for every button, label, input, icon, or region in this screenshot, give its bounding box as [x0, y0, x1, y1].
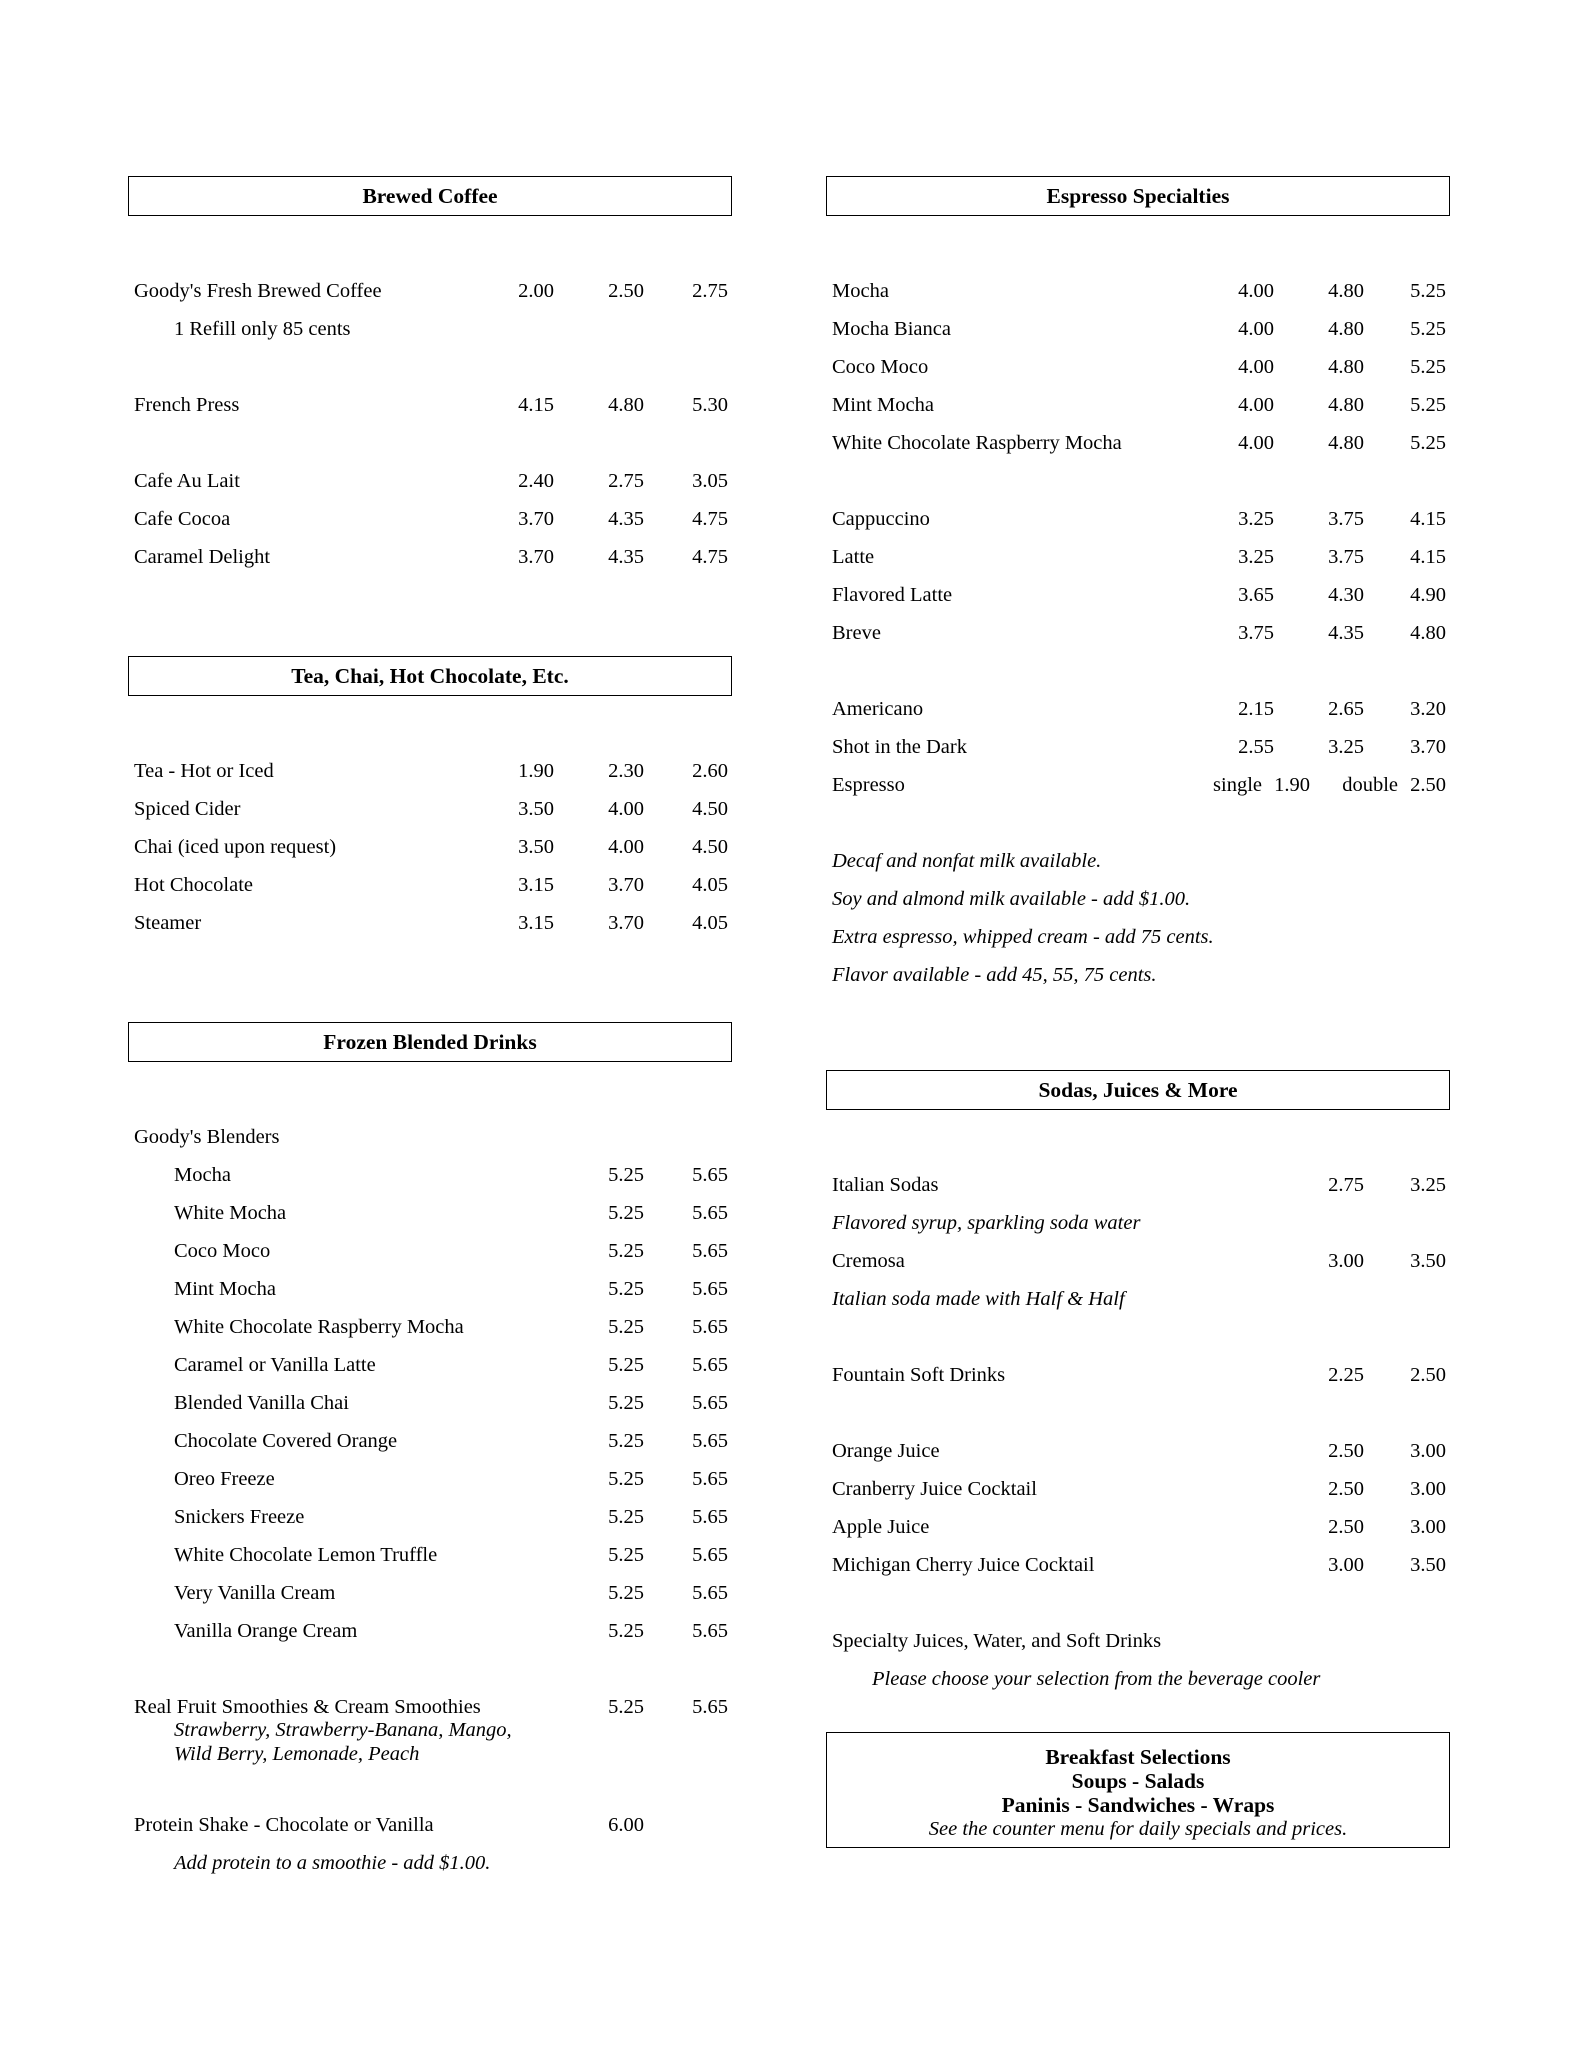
- menu-item: [826, 1470, 1450, 1508]
- price-small: 3.15: [518, 874, 554, 896]
- price: 4.80: [1328, 394, 1364, 416]
- price-large: 4.50: [692, 836, 728, 858]
- menu-item: [826, 690, 1450, 728]
- price-large: 5.65: [692, 1696, 728, 1718]
- price: 5.25: [1410, 356, 1446, 378]
- price: 4.80: [1328, 356, 1364, 378]
- menu-item: [128, 1498, 732, 1536]
- price: 4.80: [1328, 318, 1364, 340]
- price: 5.65: [692, 1430, 728, 1452]
- price-large: 2.50: [1410, 1364, 1446, 1386]
- price-medium: 3.70: [608, 874, 644, 896]
- item-name: Chai (iced upon request): [134, 836, 337, 858]
- price-medium: 2.75: [608, 470, 644, 492]
- item-name: Caramel or Vanilla Latte: [174, 1354, 376, 1376]
- item-name: Blended Vanilla Chai: [174, 1392, 349, 1414]
- juices-list: [826, 1432, 1450, 1584]
- menu-item: [128, 1536, 732, 1574]
- price: 5.25: [1410, 394, 1446, 416]
- price: 5.65: [692, 1354, 728, 1376]
- tea-title: Tea, Chai, Hot Chocolate, Etc.: [291, 663, 569, 688]
- menu-item: [128, 1232, 732, 1270]
- blenders-list: [128, 1156, 732, 1650]
- single-label: single: [1213, 774, 1262, 796]
- price: 3.75: [1328, 546, 1364, 568]
- goodys-blenders-label: [128, 1118, 732, 1156]
- specialty-drinks: [826, 1622, 1450, 1660]
- price: 5.25: [608, 1240, 644, 1262]
- menu-item: [128, 1384, 732, 1422]
- price: 5.25: [608, 1202, 644, 1224]
- price: 5.65: [692, 1278, 728, 1300]
- price: 6.00: [608, 1814, 644, 1836]
- item-name: Protein Shake - Chocolate or Vanilla: [134, 1814, 434, 1836]
- price-large: 4.50: [692, 798, 728, 820]
- menu-item-goodys-brewed: [128, 272, 732, 310]
- price: 5.25: [608, 1164, 644, 1186]
- menu-item: [128, 1422, 732, 1460]
- menu-item: [128, 1612, 732, 1650]
- menu-item-italian-sodas: [826, 1166, 1450, 1204]
- item-name: Very Vanilla Cream: [174, 1582, 336, 1604]
- menu-item: [826, 728, 1450, 766]
- price: 4.00: [1238, 394, 1274, 416]
- item-name: Coco Moco: [832, 356, 929, 378]
- specialty-note-text: Please choose your selection from the beverage cooler: [872, 1668, 1321, 1690]
- breakfast-line-3: Paninis - Sandwiches - Wraps: [1001, 1793, 1275, 1817]
- item-name: Tea - Hot or Iced: [134, 760, 274, 782]
- frozen-title: Frozen Blended Drinks: [323, 1029, 537, 1054]
- espresso-title: Espresso Specialties: [1046, 183, 1230, 208]
- menu-item-protein-shake: [128, 1806, 732, 1844]
- price: 5.65: [692, 1202, 728, 1224]
- price: 2.50: [1328, 1516, 1364, 1538]
- price: 3.65: [1238, 584, 1274, 606]
- item-name: Mocha: [832, 280, 889, 302]
- frozen-header: [128, 1022, 732, 1062]
- espresso-shots-list: [826, 690, 1450, 766]
- price: 3.00: [1328, 1554, 1364, 1576]
- breakfast-line-1: Breakfast Selections: [1045, 1745, 1231, 1769]
- price-large: 3.50: [1410, 1250, 1446, 1272]
- price: 4.00: [1238, 280, 1274, 302]
- menu-item: [826, 1546, 1450, 1584]
- menu-item: [826, 538, 1450, 576]
- desc-text: Flavored syrup, sparkling soda water: [832, 1212, 1141, 1234]
- espresso-note-soy: [826, 880, 1450, 918]
- price: 2.50: [1328, 1440, 1364, 1462]
- price-medium: 4.35: [608, 508, 644, 530]
- menu-item-chai: [128, 828, 732, 866]
- espresso-mochas-list: [826, 272, 1450, 462]
- item-name: Cranberry Juice Cocktail: [832, 1478, 1037, 1500]
- item-name: White Chocolate Lemon Truffle: [174, 1544, 438, 1566]
- item-name: Hot Chocolate: [134, 874, 253, 896]
- item-name: Fountain Soft Drinks: [832, 1364, 1006, 1386]
- refill-note: [128, 310, 732, 348]
- item-name: Coco Moco: [174, 1240, 271, 1262]
- specialty-text: Specialty Juices, Water, and Soft Drinks: [832, 1630, 1162, 1652]
- menu-item-tea: [128, 752, 732, 790]
- menu-item: [826, 348, 1450, 386]
- price-medium: 3.70: [608, 912, 644, 934]
- price: 5.25: [608, 1392, 644, 1414]
- price: 5.25: [608, 1620, 644, 1642]
- menu-item: [826, 386, 1450, 424]
- price: 5.25: [608, 1506, 644, 1528]
- price-large: 4.75: [692, 508, 728, 530]
- price-medium: 4.80: [608, 394, 644, 416]
- brewed-coffee-title: Brewed Coffee: [362, 183, 498, 208]
- price: 4.00: [1238, 432, 1274, 454]
- item-name: Michigan Cherry Juice Cocktail: [832, 1554, 1095, 1576]
- price: 5.25: [608, 1316, 644, 1338]
- price-small: 1.90: [518, 760, 554, 782]
- price-small: 3.50: [518, 836, 554, 858]
- item-name: Mocha Bianca: [832, 318, 951, 340]
- menu-item-cremosa: [826, 1242, 1450, 1280]
- menu-item: [128, 1346, 732, 1384]
- item-name: Cafe Cocoa: [134, 508, 231, 530]
- item-name: Italian Sodas: [832, 1174, 939, 1196]
- price-small: 3.50: [518, 798, 554, 820]
- protein-note: [128, 1844, 732, 1882]
- price-small: 2.40: [518, 470, 554, 492]
- smoothie-flavors: [128, 1718, 732, 1766]
- menu-item-fountain: [826, 1356, 1450, 1394]
- item-name: Spiced Cider: [134, 798, 241, 820]
- price: 5.25: [1410, 432, 1446, 454]
- menu-item: [128, 1308, 732, 1346]
- note-text: Soy and almond milk available - add $1.00.: [832, 888, 1191, 910]
- price-medium: 2.30: [608, 760, 644, 782]
- price-large: 4.75: [692, 546, 728, 568]
- menu-item: [826, 310, 1450, 348]
- price-small: 5.25: [608, 1696, 644, 1718]
- price: 5.65: [692, 1468, 728, 1490]
- item-name: Latte: [832, 546, 875, 568]
- price-small: 3.00: [1328, 1250, 1364, 1272]
- price: 5.65: [692, 1316, 728, 1338]
- item-name: White Mocha: [174, 1202, 287, 1224]
- double-label: double: [1342, 774, 1398, 796]
- price-large: 3.25: [1410, 1174, 1446, 1196]
- smoothie-flavors-line-1: Strawberry, Strawberry-Banana, Mango,: [174, 1719, 512, 1741]
- price: 3.25: [1238, 546, 1274, 568]
- item-name: French Press: [134, 394, 240, 416]
- price: 2.55: [1238, 736, 1274, 758]
- item-name: Cafe Au Lait: [134, 470, 240, 492]
- refill-text: 1 Refill only 85 cents: [174, 318, 351, 340]
- price-large: 4.05: [692, 874, 728, 896]
- menu-item: [128, 1270, 732, 1308]
- note-text: Flavor available - add 45, 55, 75 cents.: [832, 964, 1157, 986]
- menu-item: [128, 1460, 732, 1498]
- price: 5.65: [692, 1392, 728, 1414]
- single-price: 1.90: [1274, 774, 1310, 796]
- price-small: 4.15: [518, 394, 554, 416]
- left-column: [128, 176, 732, 1882]
- price: 5.25: [1410, 318, 1446, 340]
- price: 4.80: [1328, 432, 1364, 454]
- item-name: Orange Juice: [832, 1440, 940, 1462]
- item-name: Mint Mocha: [174, 1278, 276, 1300]
- item-name: Shot in the Dark: [832, 736, 967, 758]
- price: 3.25: [1238, 508, 1274, 530]
- item-name: Caramel Delight: [134, 546, 271, 568]
- item-name: Mint Mocha: [832, 394, 934, 416]
- breakfast-box: [826, 1732, 1450, 1848]
- italian-sodas-desc: [826, 1204, 1450, 1242]
- item-name: Vanilla Orange Cream: [174, 1620, 358, 1642]
- espresso-lattes-list: [826, 500, 1450, 652]
- menu-item-espresso: [826, 766, 1450, 804]
- price: 5.25: [608, 1582, 644, 1604]
- menu-item: [128, 1156, 732, 1194]
- specialty-note: [826, 1660, 1450, 1698]
- item-name: Snickers Freeze: [174, 1506, 305, 1528]
- item-name: Breve: [832, 622, 881, 644]
- item-name: Cremosa: [832, 1250, 905, 1272]
- price: 5.65: [692, 1506, 728, 1528]
- item-name: Americano: [832, 698, 924, 720]
- price: 5.65: [692, 1582, 728, 1604]
- price: 2.65: [1328, 698, 1364, 720]
- price: 5.25: [608, 1544, 644, 1566]
- protein-note-text: Add protein to a smoothie - add $1.00.: [174, 1852, 491, 1874]
- price-small: 3.70: [518, 508, 554, 530]
- menu-item: [826, 500, 1450, 538]
- item-name: Apple Juice: [832, 1516, 930, 1538]
- price: 3.00: [1410, 1440, 1446, 1462]
- price: 4.15: [1410, 508, 1446, 530]
- breakfast-line-4: See the counter menu for daily specials and prices.: [928, 1818, 1348, 1840]
- espresso-note-extra: [826, 918, 1450, 956]
- price-large: 2.60: [692, 760, 728, 782]
- menu-item: [128, 1574, 732, 1612]
- menu-item: [826, 614, 1450, 652]
- item-name: Goody's Blenders: [134, 1126, 280, 1148]
- tea-header: [128, 656, 732, 696]
- price-large: 2.75: [692, 280, 728, 302]
- price: 3.75: [1328, 508, 1364, 530]
- item-name: Flavored Latte: [832, 584, 953, 606]
- price: 5.65: [692, 1620, 728, 1642]
- price: 5.25: [608, 1278, 644, 1300]
- item-name: Cappuccino: [832, 508, 930, 530]
- sodas-title: Sodas, Juices & More: [1038, 1077, 1238, 1102]
- menu-item-spiced-cider: [128, 790, 732, 828]
- price: 2.15: [1238, 698, 1274, 720]
- item-name: Steamer: [134, 912, 202, 934]
- menu-item: [826, 272, 1450, 310]
- price-medium: 4.00: [608, 836, 644, 858]
- right-column: [826, 176, 1450, 1848]
- double-price: 2.50: [1410, 774, 1446, 796]
- price: 4.35: [1328, 622, 1364, 644]
- menu-item-french-press: [128, 386, 732, 424]
- price: 3.20: [1410, 698, 1446, 720]
- price-large: 5.30: [692, 394, 728, 416]
- price-medium: 4.35: [608, 546, 644, 568]
- espresso-note-flavor: [826, 956, 1450, 994]
- price: 3.70: [1410, 736, 1446, 758]
- price: 5.25: [608, 1468, 644, 1490]
- price-large: 4.05: [692, 912, 728, 934]
- price: 3.75: [1238, 622, 1274, 644]
- brewed-coffee-header: [128, 176, 732, 216]
- breakfast-line-2: Soups - Salads: [1071, 1769, 1205, 1793]
- price: 5.65: [692, 1164, 728, 1186]
- sodas-header: [826, 1070, 1450, 1110]
- item-name: Espresso: [832, 774, 905, 796]
- cremosa-desc: [826, 1280, 1450, 1318]
- price: 4.00: [1238, 318, 1274, 340]
- price: 4.90: [1410, 584, 1446, 606]
- price: 4.00: [1238, 356, 1274, 378]
- item-name: Goody's Fresh Brewed Coffee: [134, 280, 382, 302]
- price: 5.25: [608, 1430, 644, 1452]
- menu-item: [826, 1432, 1450, 1470]
- price-medium: 2.50: [608, 280, 644, 302]
- note-text: Decaf and nonfat milk available.: [832, 850, 1102, 872]
- price: 5.25: [1410, 280, 1446, 302]
- menu-item-hot-chocolate: [128, 866, 732, 904]
- price: 4.30: [1328, 584, 1364, 606]
- menu-item-caramel-delight: [128, 538, 732, 576]
- price: 4.15: [1410, 546, 1446, 568]
- price: 3.50: [1410, 1554, 1446, 1576]
- price: 3.00: [1410, 1516, 1446, 1538]
- price: 4.80: [1328, 280, 1364, 302]
- espresso-note-decaf: [826, 842, 1450, 880]
- price: 4.80: [1410, 622, 1446, 644]
- price-large: 3.05: [692, 470, 728, 492]
- item-name: White Chocolate Raspberry Mocha: [832, 432, 1122, 454]
- item-name: Mocha: [174, 1164, 231, 1186]
- price-small: 3.15: [518, 912, 554, 934]
- item-name: White Chocolate Raspberry Mocha: [174, 1316, 464, 1338]
- price-small: 3.70: [518, 546, 554, 568]
- price: 3.00: [1410, 1478, 1446, 1500]
- price-small: 2.25: [1328, 1364, 1364, 1386]
- item-name: Chocolate Covered Orange: [174, 1430, 398, 1452]
- price: 5.65: [692, 1240, 728, 1262]
- menu-item-cafe-au-lait: [128, 462, 732, 500]
- menu-item: [128, 1194, 732, 1232]
- espresso-header: [826, 176, 1450, 216]
- menu-item-cafe-cocoa: [128, 500, 732, 538]
- price: 5.25: [608, 1354, 644, 1376]
- price-medium: 4.00: [608, 798, 644, 820]
- menu-item: [826, 424, 1450, 462]
- menu-item: [826, 1508, 1450, 1546]
- price-small: 2.00: [518, 280, 554, 302]
- menu-item: [826, 576, 1450, 614]
- price: 5.65: [692, 1544, 728, 1566]
- smoothie-flavors-line-2: Wild Berry, Lemonade, Peach: [174, 1743, 420, 1765]
- note-text: Extra espresso, whipped cream - add 75 cents.: [832, 926, 1214, 948]
- price: 3.25: [1328, 736, 1364, 758]
- desc-text: Italian soda made with Half & Half: [832, 1288, 1125, 1310]
- item-name: Oreo Freeze: [174, 1468, 275, 1490]
- price-small: 2.75: [1328, 1174, 1364, 1196]
- item-name: Real Fruit Smoothies & Cream Smoothies: [134, 1696, 481, 1718]
- price: 2.50: [1328, 1478, 1364, 1500]
- menu-item-steamer: [128, 904, 732, 942]
